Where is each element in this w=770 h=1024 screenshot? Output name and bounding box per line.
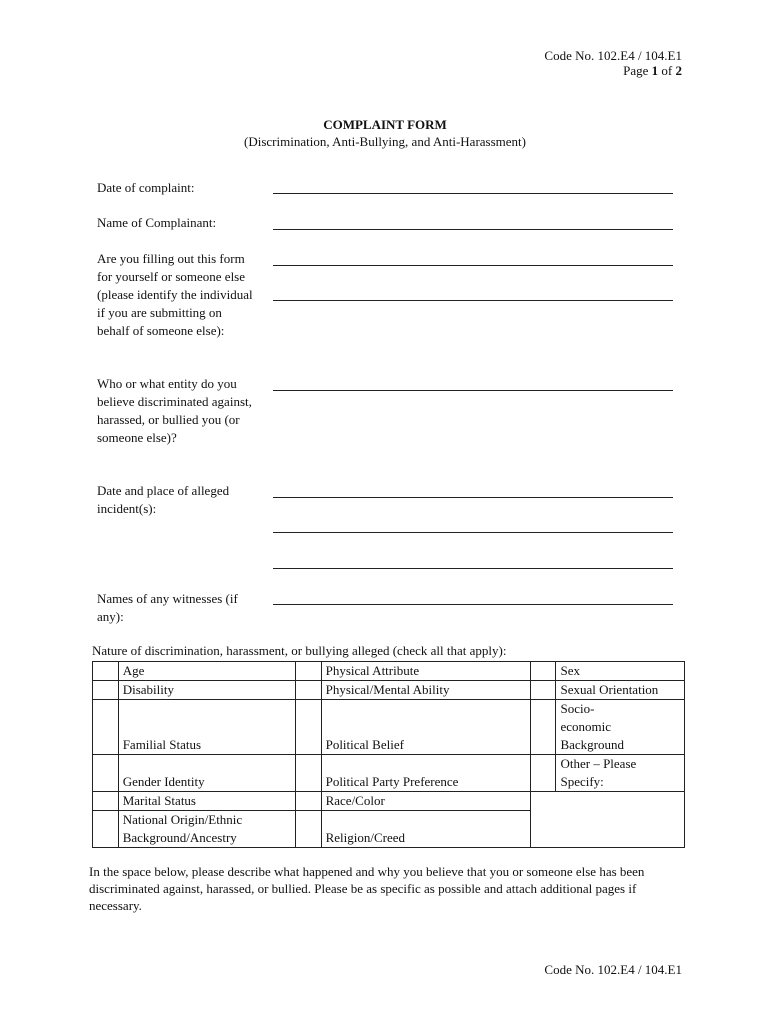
page-header [544,48,682,78]
nature-label: Nature of discrimination, harassment, or bullying alleged (check all that apply): [92,643,507,658]
description-instructions: In the space below, please describe what happened and why you believe that you or someone else has been discriminated against, harassed, or bullied. Please be as specific as possible and attach additional pages if necessary. [89,864,645,913]
footer-code-number: Code No. 102.E4 / 104.E1 [544,962,682,977]
filling-for-line-2[interactable] [273,300,673,301]
checkbox-sexual-orientation[interactable] [530,681,556,700]
checkbox-political-belief[interactable] [295,700,321,755]
option-label: Political Belief [321,700,530,755]
option-label: Age [118,662,295,681]
checkbox-sex[interactable] [530,662,556,681]
table-row [93,700,685,755]
option-label: Marital Status [118,792,295,811]
option-label: Socio-economic Background [556,700,685,755]
option-label: National Origin/Ethnic Background/Ancestry [118,811,295,848]
who-entity-line[interactable] [273,390,673,391]
checkbox-religion-creed[interactable] [295,811,321,848]
checkbox-physical-attribute[interactable] [295,662,321,681]
code-number: Code No. 102.E4 / 104.E1 [544,48,682,63]
option-label: Physical/Mental Ability [321,681,530,700]
checkbox-national-origin[interactable] [93,811,119,848]
checkbox-gender-identity[interactable] [93,755,119,792]
checkbox-marital-status[interactable] [93,792,119,811]
page-indicator [544,63,682,78]
form-title: COMPLAINT FORM [323,117,447,132]
nature-table [92,661,685,848]
option-label: Physical Attribute [321,662,530,681]
date-place-line-2[interactable] [273,532,673,533]
checkbox-socio-economic[interactable] [530,700,556,755]
table-row [93,755,685,792]
date-place-line-3[interactable] [273,568,673,569]
checkbox-age[interactable] [93,662,119,681]
date-of-complaint-label: Date of complaint: [97,180,195,195]
option-label: Familial Status [118,700,295,755]
witnesses-line[interactable] [273,604,673,605]
checkbox-race-color[interactable] [295,792,321,811]
option-label: Religion/Creed [321,811,530,848]
filling-for-line-1[interactable] [273,265,673,266]
date-of-complaint-line[interactable] [273,193,673,194]
option-label: Political Party Preference [321,755,530,792]
date-place-line-1[interactable] [273,497,673,498]
option-label: Gender Identity [118,755,295,792]
page-current: 1 [651,63,659,78]
name-of-complainant-label: Name of Complainant: [97,215,217,230]
other-specify-field[interactable] [530,792,684,848]
option-label: Sex [556,662,685,681]
form-subtitle: (Discrimination, Anti-Bullying, and Anti-Harassment) [244,134,526,149]
page-of: of [658,63,676,78]
checkbox-disability[interactable] [93,681,119,700]
filling-for-label: Are you filling out this form for yourself or someone else (please identify the individual if you are submitting on behalf of someone else): [97,251,253,338]
checkbox-familial-status[interactable] [93,700,119,755]
form-title-block [0,116,770,150]
page-prefix: Page [623,63,652,78]
date-place-label: Date and place of alleged incident(s): [97,483,230,516]
page-total: 2 [675,63,682,78]
table-row [93,681,685,700]
option-label: Other – Please Specify: [556,755,685,792]
option-label: Race/Color [321,792,530,811]
checkbox-physical-mental-ability[interactable] [295,681,321,700]
name-of-complainant-line[interactable] [273,229,673,230]
witnesses-label: Names of any witnesses (if any): [97,591,238,624]
table-row [93,792,685,811]
checkbox-political-party[interactable] [295,755,321,792]
checkbox-other[interactable] [530,755,556,792]
who-entity-label: Who or what entity do you believe discriminated against, harassed, or bullied you (or someone else)? [97,376,252,445]
option-label: Sexual Orientation [556,681,685,700]
table-row [93,662,685,681]
option-label: Disability [118,681,295,700]
